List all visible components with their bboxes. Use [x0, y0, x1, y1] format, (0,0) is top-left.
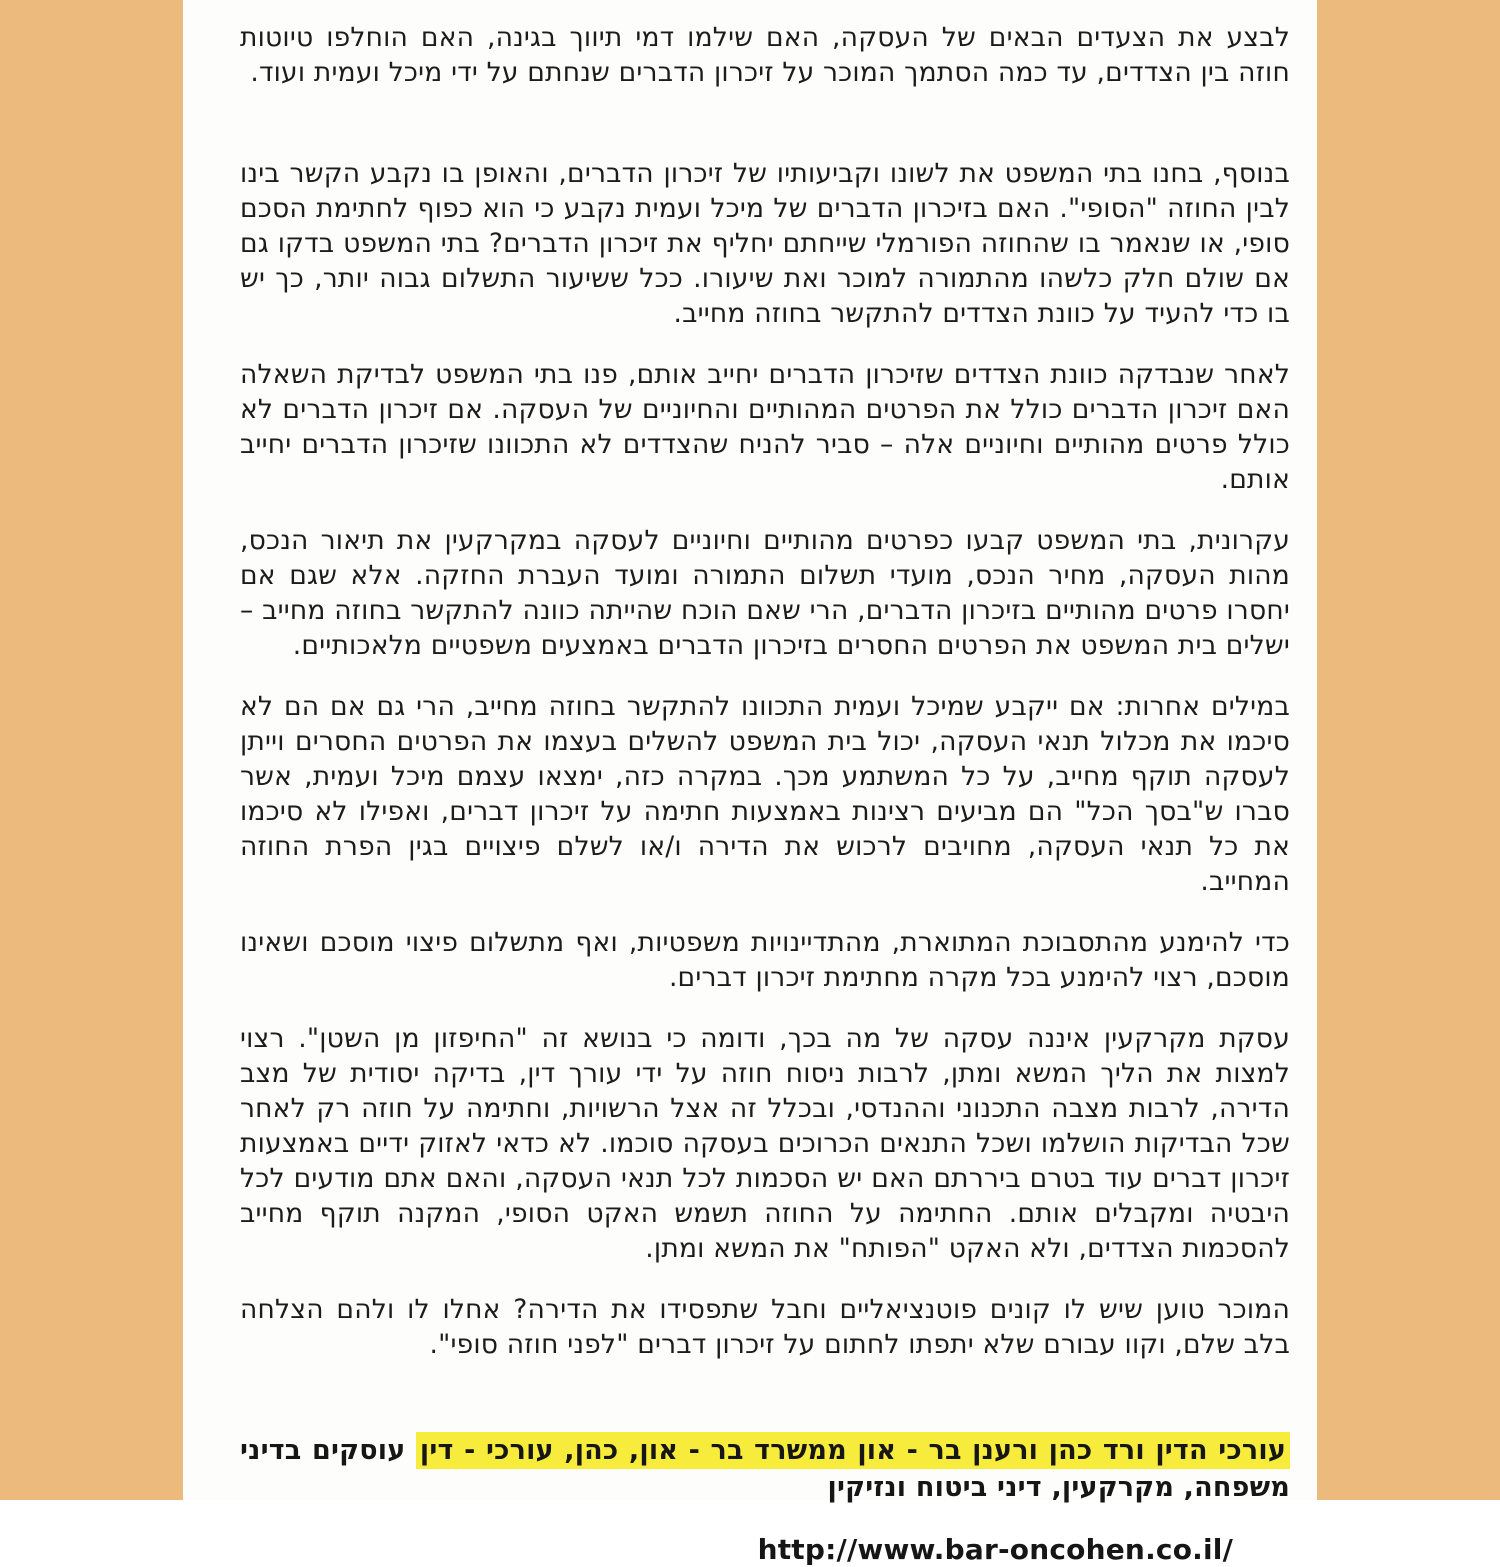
paragraph: עסקת מקרקעין איננה עסקה של מה בכך, ודומה כי בנושא זה "החיפזון מן השטן". רצוי למצות את הליך המשא ומתן, לרבות ניסוח חוזה על ידי עורך דין, בדיקה יסודית של מצב הדירה, לרבות מצבה התכנוני וההנדסי, ובכלל זה אצל הרשויות, וחתימה על חוזה רק לאחר שכל הבדיקות הושלמו ושכל התנאים הכרוכים בעסקה סוכמו. לא כדאי לאזוק ידיים באמצעות זיכרון דברים עוד בטרם ביררתם האם יש הסכמות לכל תנאי העסקה, והאם אתם מודעים לכל היבטיה ומקבלים אותם. החתימה על החוזה תשמש האקט הסופי, המקנה תוקף מחייב להסכמות הצדדים, ולא האקט "הפותח" את המשא ומתן.: [240, 1023, 1290, 1264]
website-url: http://www.bar-oncohen.co.il/: [757, 1533, 1233, 1566]
paragraph: עקרונית, בתי המשפט קבעו כפרטים מהותיים וחיוניים לעסקה במקרקעין את תיאור הנכס, מהות העסקה, מחיר הנכס, מועדי תשלום התמורה ומועד העברת החזקה. אלא שגם אם יחסרו פרטים מהותיים בזיכרון הדברים, הרי שאם הוכח שהייתה כוונה להתקשר בחוזה מחייב – ישלים בית המשפט את הפרטים החסרים בזיכרון הדברים באמצעים משפטיים מלאכותיים.: [240, 525, 1290, 661]
paragraph: המוכר טוען שיש לו קונים פוטנציאליים וחבל שתפסידו את הדירה? אחלו לו ולהם הצלחה בלב שלם, וקוו עבורם שלא יתפתו לחתום על זיכרון דברים "לפני חוזה סופי".: [240, 1294, 1290, 1360]
right-margin-band: [1317, 0, 1500, 1500]
paragraph: בנוסף, בחנו בתי המשפט את לשונו וקביעותיו של זיכרון הדברים, והאופן בו נקבע הקשר בינו לבין החוזה "הסופי". האם בזיכרון הדברים של מיכל ועמית נקבע כי הוא כפוף לחתימת הסכם סופי, או שנאמר בו שהחוזה הפורמלי שייחתם יחליף את זיכרון הדברים? בתי המשפט בדקו גם אם שולם חלק כלשהו מהתמורה למוכר ואת שיעורו. ככל ששיעור התשלום גבוה יותר, כך יש בו כדי להעיד על כוונת הצדדים להתקשר בחוזה מחייב.: [240, 158, 1290, 329]
document-body: [240, 20, 1290, 1567]
left-margin-band: [0, 0, 183, 1500]
footer-plain-text: עוסקים בדיני משפחה, מקרקעין, דיני ביטוח ונזיקין: [240, 1435, 1290, 1503]
paragraph: במילים אחרות: אם ייקבע שמיכל ועמית התכוונו להתקשר בחוזה מחייב, הרי גם אם הם לא סיכמו את מכלול תנאי העסקה, יכול בית המשפט להשלים בעצמו את הפרטים החסרים וייתן לעסקה תוקף מחייב, על כל המשתמע מכך. במקרה כזה, ימצאו עצמם מיכל ועמית, אשר סברו ש"בסך הכל" הם מביעים רצינות באמצעות חתימה על זיכרון דברים, ואפילו לא סיכמו את כל תנאי העסקה, מחויבים לרכוש את הדירה ו/או לשלם פיצויים בגין הפרת החוזה המחייב.: [240, 691, 1290, 897]
footer-credit: [240, 1432, 1290, 1506]
paragraph: כדי להימנע מהתסבוכת המתוארת, מהתדיינויות משפטיות, ואף מתשלום פיצוי מוסכם ושאינו מוסכם, רצוי להימנע בכל מקרה מחתימת זיכרון דברים.: [240, 927, 1290, 993]
paragraph: לאחר שנבדקה כוונת הצדדים שזיכרון הדברים יחייב אותם, פנו בתי המשפט לבדיקת השאלה האם זיכרון הדברים כולל את הפרטים המהותיים והחיוניים של העסקה. אם זיכרון הדברים לא כולל פרטים מהותיים וחיוניים אלה – סביר להניח שהצדדים לא התכוונו שזיכרון הדברים יחייב אותם.: [240, 359, 1290, 495]
paragraph: לבצע את הצעדים הבאים של העסקה, האם שילמו דמי תיווך בגינה, האם הוחלפו טיוטות חוזה בין הצדדים, עד כמה הסתמך המוכר על זיכרון הדברים שנחתם על ידי מיכל ועמית ועוד.: [240, 22, 1290, 88]
website-url-line: [240, 1532, 1290, 1567]
highlighted-text: עורכי הדין ורד כהן ורענן בר - און ממשרד בר - און, כהן, עורכי - דין: [416, 1432, 1290, 1469]
